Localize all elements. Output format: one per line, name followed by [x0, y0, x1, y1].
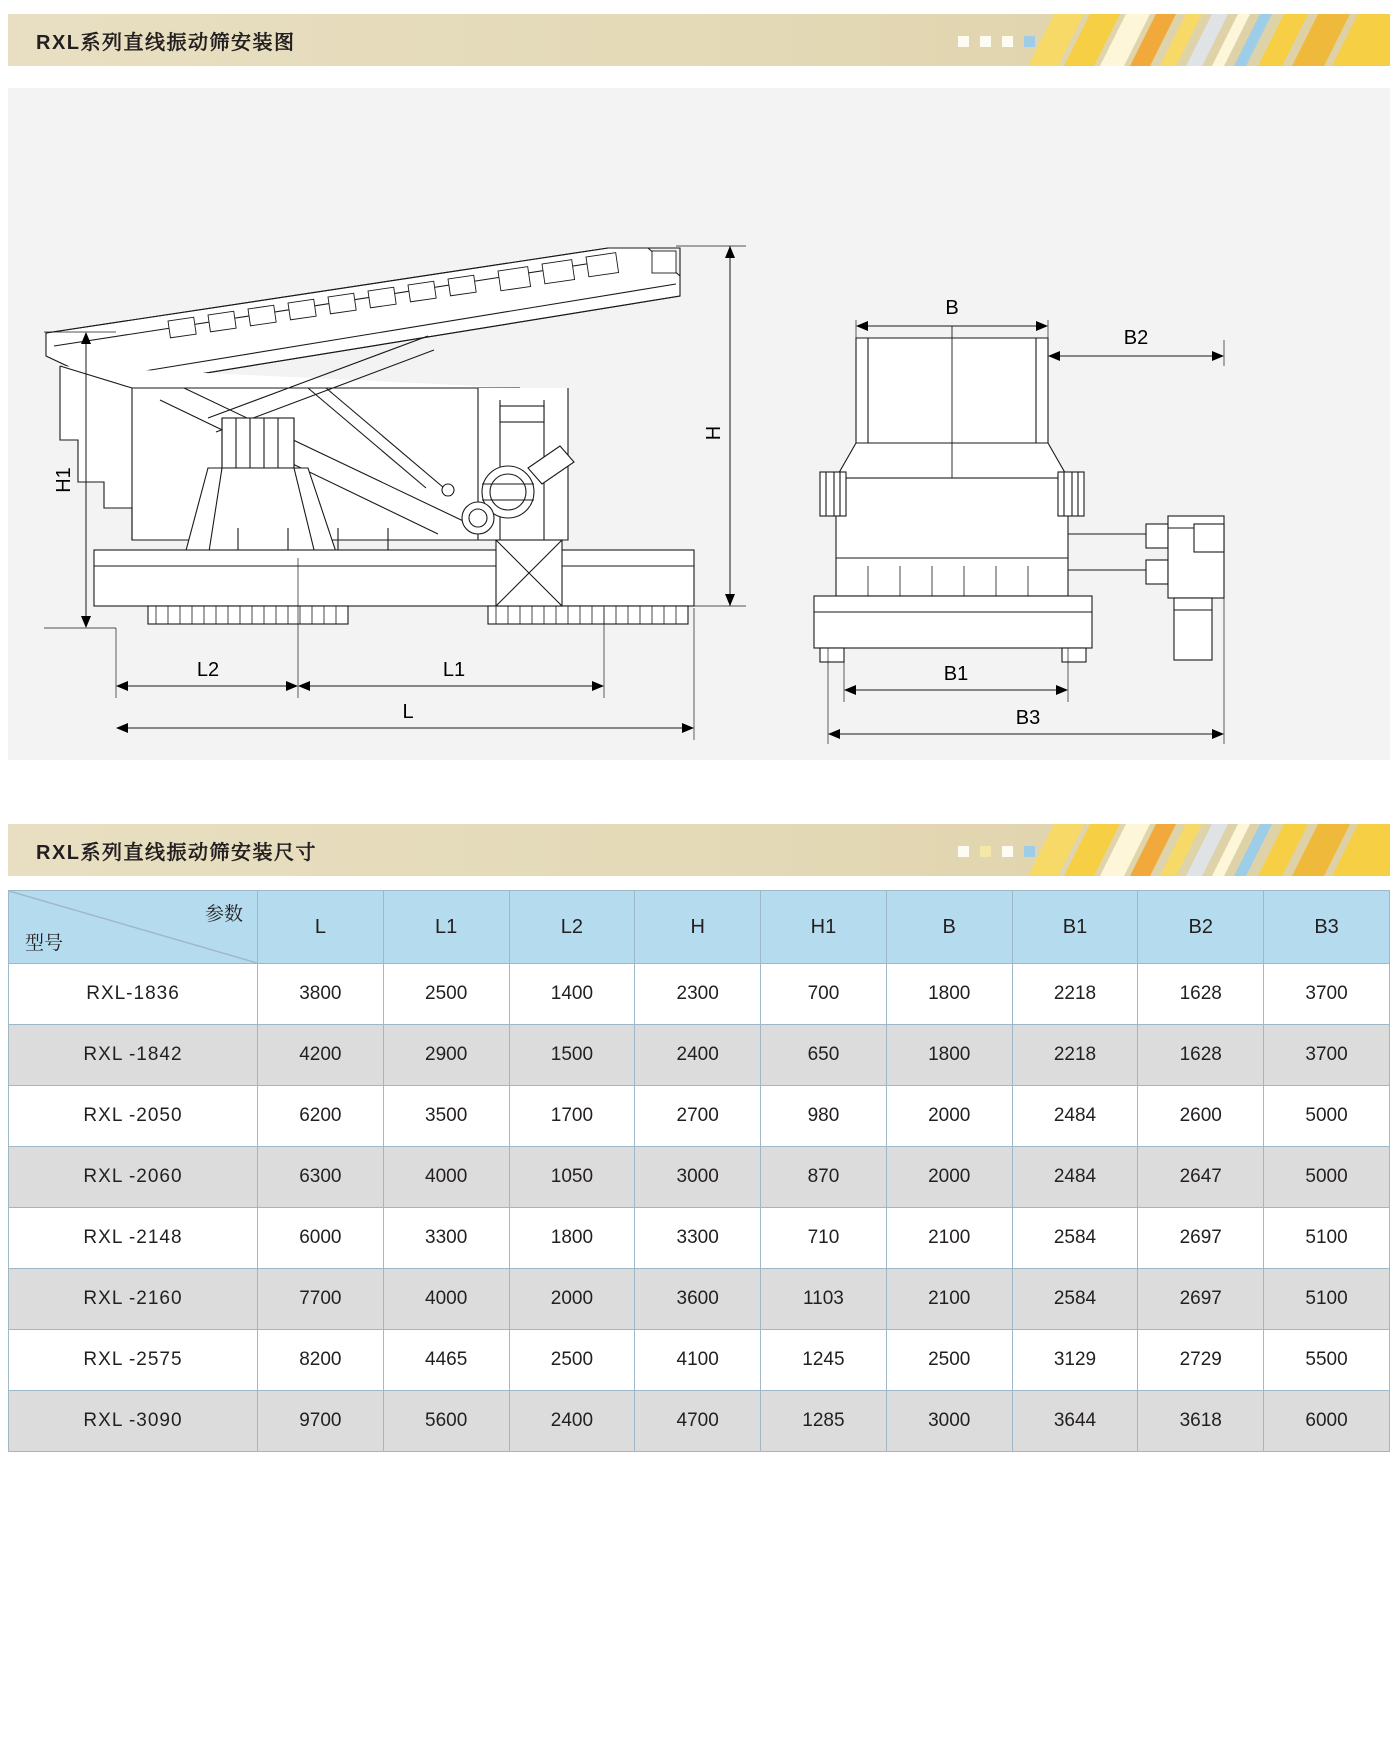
cell-L: 6300 — [258, 1147, 384, 1208]
cell-H: 3600 — [635, 1269, 761, 1330]
cell-B: 2500 — [886, 1330, 1012, 1391]
dim-label-L1: L1 — [442, 659, 466, 681]
cell-B2: 2729 — [1138, 1330, 1264, 1391]
cell-B1: 2218 — [1012, 964, 1138, 1025]
cell-L1: 4000 — [383, 1147, 509, 1208]
cell-B3: 3700 — [1264, 1025, 1390, 1086]
cell-L: 8200 — [258, 1330, 384, 1391]
cell-H1: 710 — [761, 1208, 887, 1269]
installation-drawing-svg — [8, 88, 1390, 760]
section1-title: RXL系列直线振动筛安装图 — [36, 31, 296, 54]
cell-L1: 2900 — [383, 1025, 509, 1086]
cell-model: RXL -3090 — [9, 1391, 258, 1452]
cell-B2: 2600 — [1138, 1086, 1264, 1147]
cell-L1: 2500 — [383, 964, 509, 1025]
installation-drawing-panel — [8, 88, 1390, 760]
cell-B: 2100 — [886, 1208, 1012, 1269]
col-header-B1: B1 — [1012, 891, 1138, 964]
cell-L: 9700 — [258, 1391, 384, 1452]
col-header-L1: L1 — [383, 891, 509, 964]
col-header-H1: H1 — [761, 891, 887, 964]
cell-B: 2000 — [886, 1086, 1012, 1147]
cell-L: 6200 — [258, 1086, 384, 1147]
cell-L: 6000 — [258, 1208, 384, 1269]
col-header-L2: L2 — [509, 891, 635, 964]
cell-L2: 2500 — [509, 1330, 635, 1391]
section2-title: RXL系列直线振动筛安装尺寸 — [36, 841, 317, 864]
cell-L2: 1800 — [509, 1208, 635, 1269]
cell-H: 3300 — [635, 1208, 761, 1269]
cell-L1: 3300 — [383, 1208, 509, 1269]
cell-H: 3000 — [635, 1147, 761, 1208]
cell-H1: 700 — [761, 964, 887, 1025]
cell-B2: 2697 — [1138, 1269, 1264, 1330]
dim-label-L2: L2 — [196, 659, 220, 681]
dim-label-B1: B1 — [943, 663, 969, 685]
dim-label-B: B — [945, 297, 959, 319]
cell-B1: 2218 — [1012, 1025, 1138, 1086]
cell-L1: 4465 — [383, 1330, 509, 1391]
cell-B: 2000 — [886, 1147, 1012, 1208]
cell-B1: 2584 — [1012, 1208, 1138, 1269]
cell-B3: 5000 — [1264, 1086, 1390, 1147]
dim-label-B3: B3 — [1015, 707, 1041, 729]
cell-B2: 1628 — [1138, 1025, 1264, 1086]
cell-B3: 5100 — [1264, 1208, 1390, 1269]
table-row — [9, 1330, 1390, 1391]
table-header-row — [9, 891, 1390, 964]
cell-B1: 2484 — [1012, 1147, 1138, 1208]
cell-H1: 870 — [761, 1147, 887, 1208]
cell-L2: 1400 — [509, 964, 635, 1025]
col-header-L: L — [258, 891, 384, 964]
col-header-B2: B2 — [1138, 891, 1264, 964]
table-corner-header — [9, 891, 258, 964]
cell-H: 2400 — [635, 1025, 761, 1086]
model-header-label: 型号 — [25, 933, 64, 954]
section-header-installation-drawing — [8, 14, 1390, 66]
cell-B2: 3618 — [1138, 1391, 1264, 1452]
cell-B3: 6000 — [1264, 1391, 1390, 1452]
cell-H: 2700 — [635, 1086, 761, 1147]
cell-H1: 1245 — [761, 1330, 887, 1391]
dim-label-B2: B2 — [1123, 327, 1149, 349]
cell-L: 3800 — [258, 964, 384, 1025]
section-header-installation-dimensions — [8, 824, 1390, 876]
cell-L2: 1050 — [509, 1147, 635, 1208]
cell-model: RXL -2148 — [9, 1208, 258, 1269]
cell-B1: 2584 — [1012, 1269, 1138, 1330]
table-row — [9, 1208, 1390, 1269]
col-header-H: H — [635, 891, 761, 964]
cell-B: 1800 — [886, 1025, 1012, 1086]
cell-H: 2300 — [635, 964, 761, 1025]
cell-H: 4700 — [635, 1391, 761, 1452]
cell-B1: 3644 — [1012, 1391, 1138, 1452]
page-root — [0, 14, 1398, 1750]
cell-B2: 2697 — [1138, 1208, 1264, 1269]
cell-model: RXL-1836 — [9, 964, 258, 1025]
cell-H: 4100 — [635, 1330, 761, 1391]
cell-B: 3000 — [886, 1391, 1012, 1452]
table-row — [9, 1269, 1390, 1330]
cell-B3: 3700 — [1264, 964, 1390, 1025]
cell-B1: 2484 — [1012, 1086, 1138, 1147]
parameter-header-label: 参数 — [204, 904, 243, 925]
table-row — [9, 1025, 1390, 1086]
section-spacer — [0, 760, 1398, 824]
dim-label-L: L — [402, 701, 414, 723]
cell-B2: 1628 — [1138, 964, 1264, 1025]
cell-H1: 1285 — [761, 1391, 887, 1452]
cell-B3: 5500 — [1264, 1330, 1390, 1391]
col-header-B3: B3 — [1264, 891, 1390, 964]
cell-H1: 980 — [761, 1086, 887, 1147]
cell-model: RXL -2575 — [9, 1330, 258, 1391]
table-row — [9, 964, 1390, 1025]
header-decoration-stripes — [950, 14, 1390, 66]
cell-L1: 3500 — [383, 1086, 509, 1147]
cell-B: 2100 — [886, 1269, 1012, 1330]
cell-L1: 5600 — [383, 1391, 509, 1452]
header-decoration-stripes-2 — [950, 824, 1390, 876]
cell-B2: 2647 — [1138, 1147, 1264, 1208]
cell-B: 1800 — [886, 964, 1012, 1025]
cell-B1: 3129 — [1012, 1330, 1138, 1391]
cell-L1: 4000 — [383, 1269, 509, 1330]
installation-dimensions-table — [8, 890, 1390, 1452]
cell-L2: 1500 — [509, 1025, 635, 1086]
cell-model: RXL -2050 — [9, 1086, 258, 1147]
cell-model: RXL -2060 — [9, 1147, 258, 1208]
table-row — [9, 1086, 1390, 1147]
table-row — [9, 1391, 1390, 1452]
table-row — [9, 1147, 1390, 1208]
cell-L2: 1700 — [509, 1086, 635, 1147]
cell-L: 7700 — [258, 1269, 384, 1330]
dim-label-H1: H1 — [53, 467, 75, 493]
cell-H1: 1103 — [761, 1269, 887, 1330]
cell-H1: 650 — [761, 1025, 887, 1086]
cell-model: RXL -1842 — [9, 1025, 258, 1086]
col-header-B: B — [886, 891, 1012, 964]
cell-L2: 2000 — [509, 1269, 635, 1330]
cell-model: RXL -2160 — [9, 1269, 258, 1330]
dim-label-H: H — [703, 425, 725, 441]
cell-B3: 5100 — [1264, 1269, 1390, 1330]
cell-L: 4200 — [258, 1025, 384, 1086]
cell-B3: 5000 — [1264, 1147, 1390, 1208]
cell-L2: 2400 — [509, 1391, 635, 1452]
